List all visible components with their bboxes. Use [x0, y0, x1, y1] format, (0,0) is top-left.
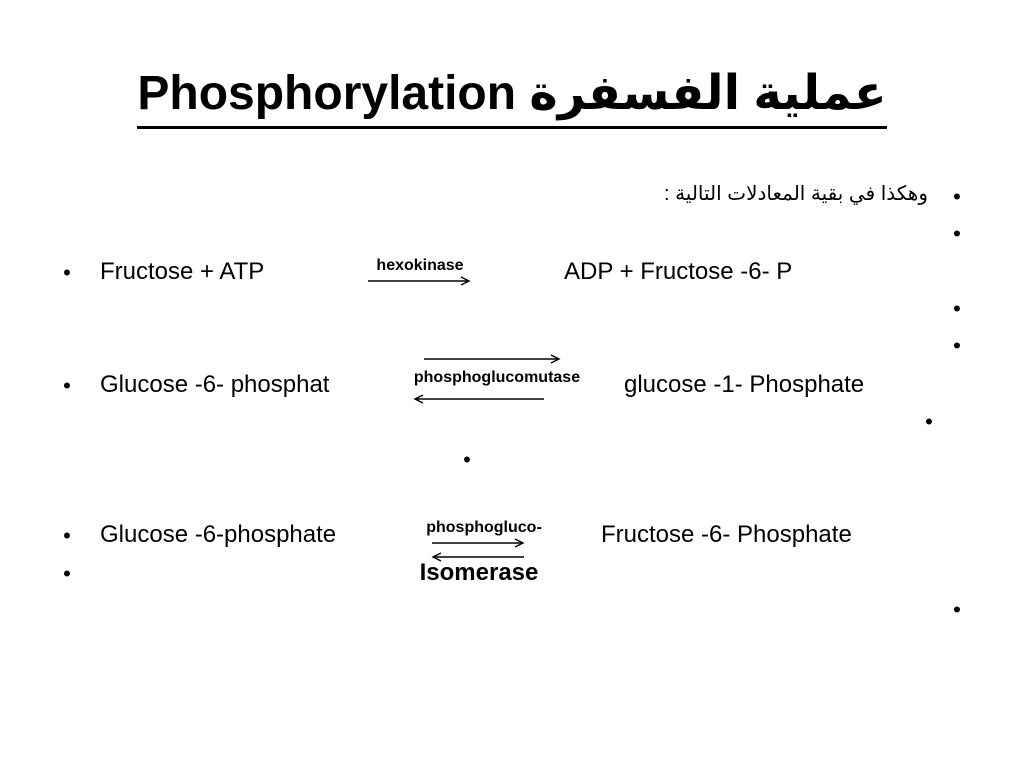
reaction-2-product: glucose -1- Phosphate — [624, 371, 865, 398]
forward-arrow-icon — [368, 276, 474, 286]
bullet-reaction-3: • — [63, 523, 71, 548]
title-arabic: عملية الفسفرة — [529, 67, 887, 120]
bullet-rtl-3: • — [953, 296, 961, 321]
reaction-1-reactants: Fructose + ATP — [100, 258, 265, 285]
reaction-1-products: ADP + Fructose -6- P — [564, 258, 793, 285]
reaction-3-reactant: Glucose -6-phosphate — [100, 521, 337, 548]
bullet-rtl-1: • — [953, 184, 961, 209]
reaction-1-enzyme: hexokinase — [376, 257, 464, 274]
reaction-2-reactant: Glucose -6- phosphat — [100, 371, 330, 398]
forward-arrow-icon — [432, 538, 528, 548]
bullet-rtl-2: • — [953, 221, 961, 246]
bullet-rtl-6: • — [953, 597, 961, 622]
bullet-rtl-5: • — [925, 409, 933, 434]
reaction-3-product: Fructose -6- Phosphate — [601, 521, 852, 548]
forward-arrow-icon — [424, 354, 564, 364]
bullet-rtl-4: • — [953, 333, 961, 358]
bullet-stray: • — [463, 447, 471, 472]
slide-title — [0, 62, 1024, 129]
reaction-3-enzyme-top: phosphogluco- — [426, 519, 542, 536]
bullet-reaction-3b: • — [63, 561, 71, 586]
reaction-2-enzyme: phosphoglucomutase — [413, 369, 581, 386]
intro-arabic: وهكذا في بقية المعادلات التالية : — [663, 183, 928, 205]
reaction-3-enzyme-bottom: Isomerase — [419, 559, 539, 586]
reverse-arrow-icon — [414, 394, 546, 404]
bullet-reaction-2: • — [63, 373, 71, 398]
title-english: Phosphorylation — [137, 67, 517, 120]
bullet-reaction-1: • — [63, 260, 71, 285]
